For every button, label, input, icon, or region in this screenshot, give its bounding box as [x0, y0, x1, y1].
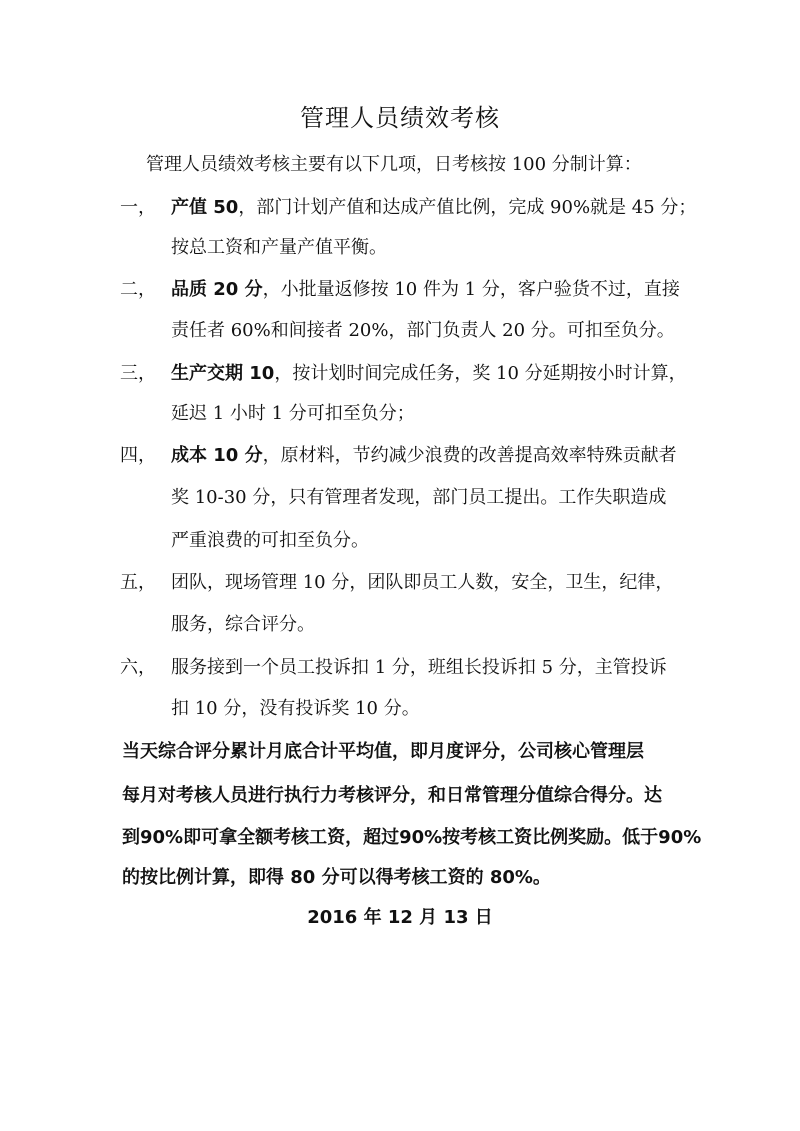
- summary-line: 当天综合评分累计月底合计平均值，即月度评分，公司核心管理层: [122, 741, 644, 762]
- item-text: ，原材料，节约减少浪费的改善提高效率特殊贡献者: [262, 445, 677, 466]
- item-number: 四，: [120, 445, 156, 466]
- item-heading: 产值 50: [171, 197, 239, 218]
- item-line: 严重浪费的可扣至负分。: [171, 530, 369, 551]
- item-line: [171, 193, 696, 219]
- item-heading: 品质 20 分: [171, 279, 263, 300]
- item-line: [171, 275, 680, 301]
- item-heading: 生产交期 10: [171, 363, 275, 384]
- summary-line: 的按比例计算，即得 80 分可以得考核工资的 80%。: [122, 867, 551, 888]
- item-text: ，按计划时间完成任务，奖 10 分延期按小时计算，: [274, 363, 687, 384]
- item-line: [171, 359, 687, 385]
- summary-line: 每月对考核人员进行执行力考核评分，和日常管理分值综合得分。达: [122, 785, 662, 806]
- item-text: ，小批量返修按 10 件为 1 分，客户验货不过，直接: [262, 279, 680, 300]
- item-line: 按总工资和产量产值平衡。: [171, 237, 387, 258]
- item-number: 五，: [120, 572, 156, 593]
- item-number: 三，: [120, 363, 156, 384]
- item-line: 责任者 60%和间接者 20%，部门负责人 20 分。可扣至负分。: [171, 320, 675, 341]
- item-text: ，部门计划产值和达成产值比例，完成 90%就是 45 分；: [238, 197, 697, 218]
- item-line: [171, 441, 677, 467]
- item-number: 一，: [120, 197, 156, 218]
- item-line: 奖 10-30 分，只有管理者发现，部门员工提出。工作失职造成: [171, 487, 667, 508]
- item-line: 延迟 1 小时 1 分可扣至负分；: [171, 403, 415, 424]
- item-number: 二，: [120, 279, 156, 300]
- summary-line: 到90%即可拿全额考核工资，超过90%按考核工资比例奖励。低于90%: [122, 827, 702, 848]
- item-line: 团队，现场管理 10 分，团队即员工人数，安全，卫生，纪律，: [171, 572, 674, 593]
- item-number: 六，: [120, 657, 156, 678]
- document-date: 2016 年 12 月 13 日: [307, 907, 493, 928]
- item-line: 扣 10 分，没有投诉奖 10 分。: [171, 698, 420, 719]
- item-heading: 成本 10 分: [171, 445, 263, 466]
- document-title: 管理人员绩效考核: [300, 104, 500, 132]
- intro-paragraph: 管理人员绩效考核主要有以下几项，日考核按 100 分制计算：: [146, 154, 642, 175]
- item-line: 服务，综合评分。: [171, 614, 315, 635]
- item-line: 服务接到一个员工投诉扣 1 分，班组长投诉扣 5 分，主管投诉: [171, 657, 667, 678]
